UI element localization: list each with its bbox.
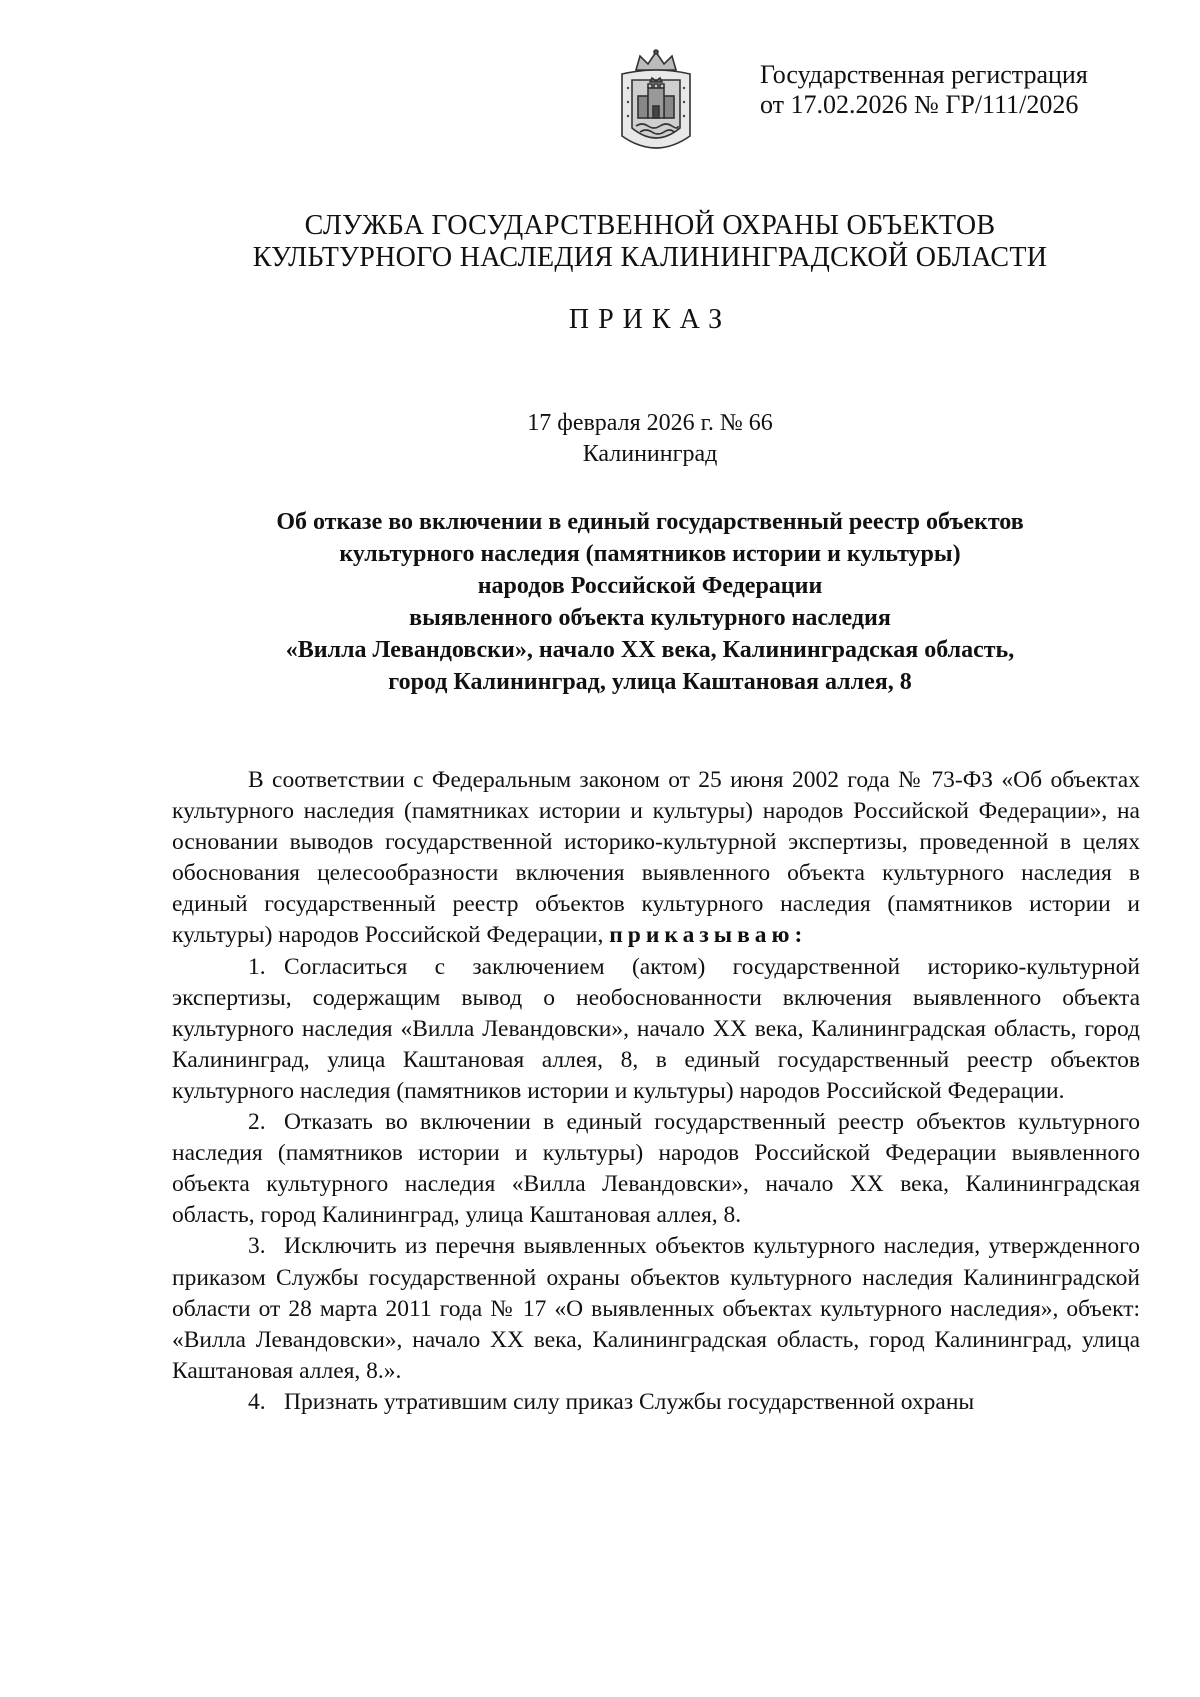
title-line: выявленного объекта культурного наследия	[409, 605, 891, 631]
title-line: «Вилла Левандовски», начало XX века, Калининградская область,	[285, 637, 1015, 663]
item-text: Признать утратившим силу приказ Службы государственной охраны	[284, 1388, 975, 1415]
order-city: Калининград	[582, 441, 718, 467]
order-item-2	[172, 1107, 1140, 1231]
order-word: приказываю:	[609, 922, 808, 949]
title-line: город Калининград, улица Каштановая аллея, 8	[388, 669, 912, 695]
registration-line-2: от 17.02.2026 № ГР/111/2026	[760, 90, 1079, 119]
order-item-3	[172, 1231, 1140, 1386]
preamble-text: В соответствии с Федеральным законом от 25 июня 2002 года № 73-ФЗ «Об объектах культурного наследия (памятниках истории и культуры) народов Российской Федерации», на основании выводов государственной историко-культурной экспертизы, проведенной в целях обоснования целесообразности включения выявленного объекта культурного наследия в единый государственный реестр объектов культурного наследия (памятников истории и культуры) народов Российской Федерации,	[172, 767, 1140, 949]
coat-of-arms-icon	[614, 48, 698, 164]
item-text: Исключить из перечня выявленных объектов культурного наследия, утвержденного приказом Службы государственной охраны объектов культурного наследия Калининградской области от 28 марта 2011 года № 17 «О выявленных объектах культурного наследия», объект: «Вилла Левандовски», начало XX века, Калининградская область, город Калининград, улица Каштановая аллея, 8.».	[172, 1233, 1140, 1384]
date-block	[120, 408, 1180, 470]
title-line: Об отказе во включении в единый государственный реестр объектов	[276, 509, 1024, 535]
agency-line-1: СЛУЖБА ГОСУДАРСТВЕННОЙ ОХРАНЫ ОБЪЕКТОВ	[304, 210, 996, 241]
order-item-1	[172, 952, 1140, 1107]
title-line: культурного наследия (памятников истории и культуры)	[339, 541, 961, 567]
item-number: 2.	[248, 1109, 266, 1136]
item-number: 3.	[248, 1233, 266, 1260]
order-title	[120, 506, 1180, 698]
preamble-paragraph	[172, 765, 1140, 952]
item-number: 4.	[248, 1388, 266, 1415]
item-text: Отказать во включении в единый государственный реестр объектов культурного наследия (памятников истории и культуры) народов Российской Федерации выявленного объекта культурного наследия «Вилла Левандовски», начало XX века, Калининградская область, город Калининград, улица Каштановая аллея, 8.	[172, 1109, 1140, 1229]
order-body	[172, 765, 1140, 1418]
agency-name	[120, 210, 1180, 274]
title-line: народов Российской Федерации	[477, 573, 823, 599]
item-text: Согласиться с заключением (актом) государственной историко-культурной экспертизы, содержащим вывод о необоснованности включения выявленного объекта культурного наследия «Вилла Левандовски», начало XX века, Калининградская область, город Калининград, улица Каштановая аллея, 8, в единый государственный реестр объектов культурного наследия (памятников истории и культуры) народов Российской Федерации.	[172, 953, 1140, 1104]
item-number: 1.	[248, 953, 266, 980]
document-type: ПРИКАЗ	[568, 304, 732, 335]
agency-line-2: КУЛЬТУРНОГО НАСЛЕДИЯ КАЛИНИНГРАДСКОЙ ОБЛАСТИ	[252, 242, 1048, 273]
order-date-number: 17 февраля 2026 г. № 66	[527, 410, 773, 436]
order-item-4	[172, 1387, 1140, 1418]
registration-line-1: Государственная регистрация	[760, 60, 1088, 89]
registration-stamp	[760, 60, 1088, 120]
